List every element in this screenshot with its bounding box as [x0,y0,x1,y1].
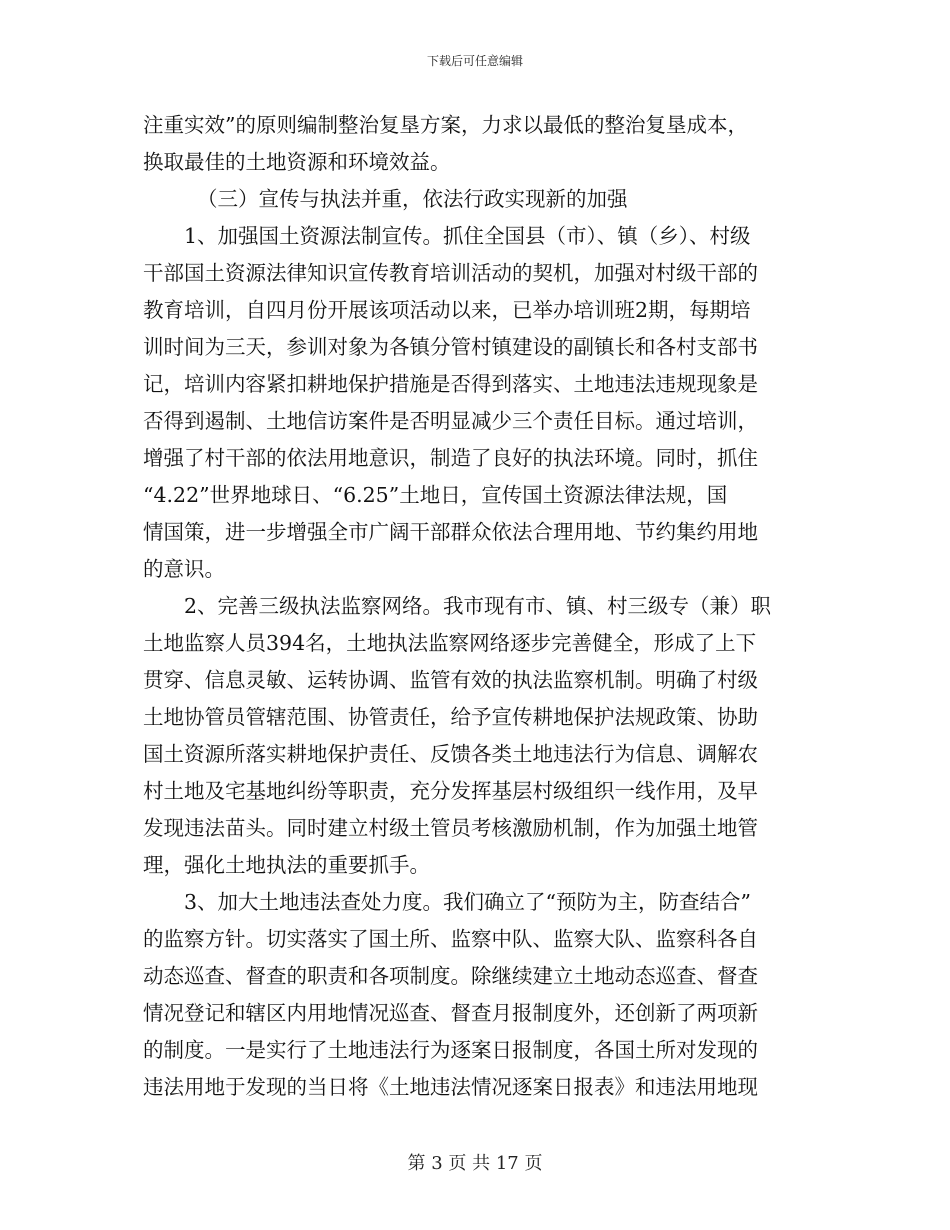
body-line: 换取最佳的土地资源和环境效益。 [143,150,451,174]
body-line: 否得到遏制、土地信访案件是否明显减少三个责任目标。通过培训， [143,409,758,433]
body-line: 贯穿、信息灵敏、运转协调、监管有效的执法监察机制。明确了村级 [143,668,758,692]
body-line: 训时间为三天，参训对象为各镇分管村镇建设的副镇长和各村支部书 [143,335,758,359]
body-line: 动态巡查、督查的职责和各项制度。除继续建立土地动态巡查、督查 [143,964,758,988]
body-line: 的制度。一是实行了土地违法行为逐案日报制度，各国土所对发现的 [143,1038,758,1062]
paragraph-start: 2、完善三级执法监察网络。我市现有市、镇、村三级专（兼）职 [184,594,772,618]
body-line: 的意识。 [143,557,225,581]
body-line: 土地监察人员394名，土地执法监察网络逐步完善健全，形成了上下 [143,631,757,655]
body-line: 理，强化土地执法的重要抓手。 [143,853,430,877]
body-line: 村土地及宅基地纠纷等职责，充分发挥基层村级组织一线作用，及早 [143,779,758,803]
body-line: 注重实效”的原则编制整治复垦方案，力求以最低的整治复垦成本， [143,113,748,137]
body-line: 违法用地于发现的当日将《土地违法情况逐案日报表》和违法用地现 [143,1075,758,1099]
paragraph-start: 3、加大土地违法查处力度。我们确立了“预防为主，防查结合” [184,890,752,914]
paragraph-start: 1、加强国土资源法制宣传。抓住全国县（市）、镇（乡）、村级 [184,224,751,248]
body-line: 情况登记和辖区内用地情况巡查、督查月报制度外，还创新了两项新 [143,1001,758,1025]
body-line: 发现违法苗头。同时建立村级土管员考核激励机制，作为加强土地管 [143,816,758,840]
section-heading: （三）宣传与执法并重，依法行政实现新的加强 [197,187,628,211]
document-body [143,107,807,1106]
body-line: 教育培训，自四月份开展该项活动以来，已举办培训班2期，每期培 [143,298,751,322]
body-line: 土地协管员管辖范围、协管责任，给予宣传耕地保护法规政策、协助 [143,705,758,729]
page-number: 第 3 页 共 17 页 [407,1153,543,1174]
body-line: 国土资源所落实耕地保护责任、反馈各类土地违法行为信息、调解农 [143,742,758,766]
body-line: 的监察方针。切实落实了国土所、监察中队、监察大队、监察科各自 [143,927,758,951]
body-line: 干部国土资源法律知识宣传教育培训活动的契机，加强对村级干部的 [143,261,758,285]
body-line: 增强了村干部的依法用地意识，制造了良好的执法环境。同时，抓住 [143,446,758,470]
body-line: 情国策，进一步增强全市广阔干部群众依法合理用地、节约集约用地 [143,520,758,544]
body-line: 记，培训内容紧扣耕地保护措施是否得到落实、土地违法违规现象是 [143,372,758,396]
page-header-note: 下载后可任意编辑 [426,54,523,68]
body-line: “4.22”世界地球日、“6.25”土地日，宣传国土资源法律法规，国 [143,483,728,507]
